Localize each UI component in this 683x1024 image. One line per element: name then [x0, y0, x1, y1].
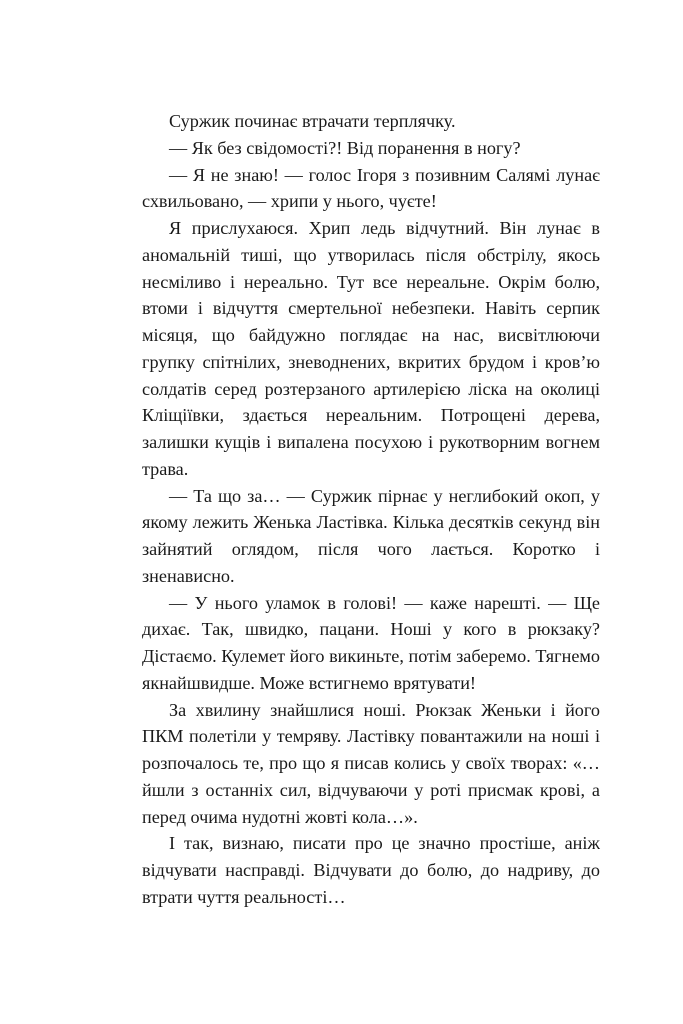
paragraph: За хвилину знайшлися ноші. Рюкзак Женьки і його ПКМ полетіли у темряву. Ластівку повантажили на ноші і розпочалось те, про що я писав колись у своїх творах: «…йшли з останніх сил, відчуваючи у роті присмак крові, а перед очима нудотні жовті кола…». — [142, 699, 600, 827]
paragraph: Суржик починає втрачати терплячку. — [169, 111, 456, 131]
paragraph: І так, визнаю, писати про це значно простіше, аніж відчувати насправді. Відчувати до болю, до надриву, до втрати чуття реальності… — [142, 833, 600, 907]
paragraph: — Як без свідомості?! Від поранення в ногу? — [169, 137, 521, 158]
paragraph: — Я не знаю! — голос Ігоря з позивним Салямі лунає схвильовано, — хрипи у нього, чуєте! — [142, 164, 600, 212]
paragraph: — У нього уламок в голові! — каже нарешті. — Ще дихає. Так, швидко, пацани. Ноші у кого в рюкзаку? Дістаємо. Кулемет його викиньте, потім заберемо. Тягнемо якнайшвидше. Може встигнемо врятувати! — [142, 592, 600, 693]
page-text — [142, 108, 600, 911]
paragraph: — Та що за… — Суржик пірнає у неглибокий окоп, у якому лежить Женька Ластівка. Кілька десятків секунд він зайнятий оглядом, після чого лається. Коротко і зненависно. — [142, 485, 600, 586]
paragraph: Я прислухаюся. Хрип ледь відчутний. Він лунає в аномальній тиші, що утворилась після обстрілу, якось несміливо і нереально. Тут все нереальне. Окрім болю, втоми і відчуття смертельної небезпеки. Навіть серпик місяця, що байдужно поглядає на нас, висвітлюючи групку спітнілих, зневоднених, вкритих брудом і кров’ю солдатів серед розтерзаного артилерією ліска на околиці Кліщіївки, здається нереальним. Потрощені дерева, залишки кущів і випалена посухою і рукотворним вогнем трава. — [142, 218, 600, 479]
